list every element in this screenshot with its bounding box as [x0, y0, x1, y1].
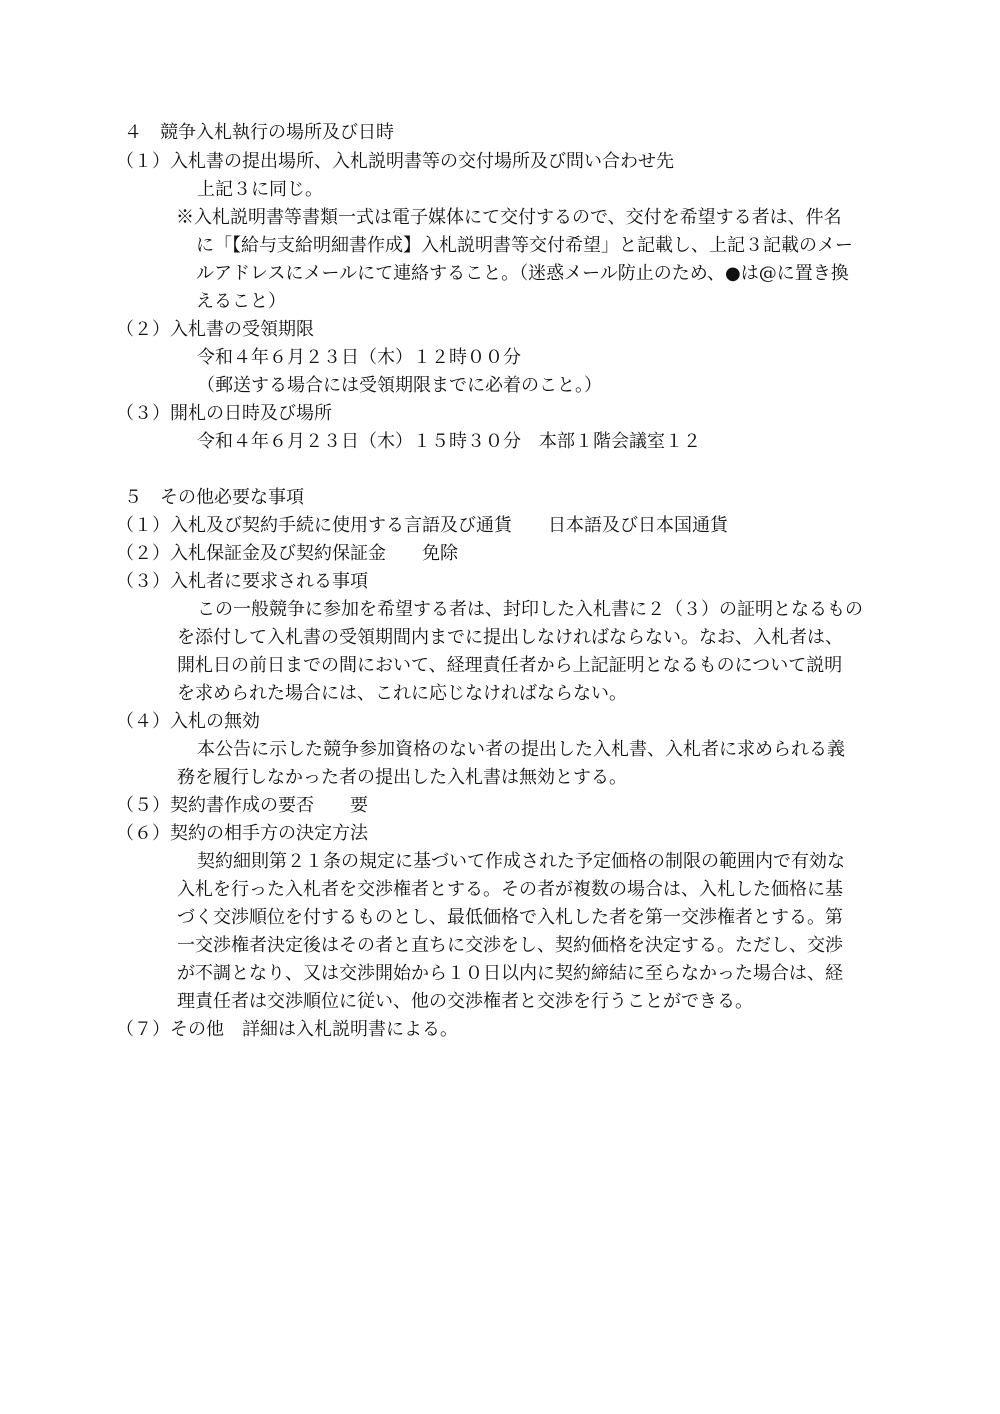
section-5-item-6-text-line: 入札を行った入札者を交渉権者とする。その者が複数の場合は、入札した価格に基	[177, 879, 843, 900]
section-4-item-2-mail-note: （郵送する場合には受領期限までに必着のこと。）	[197, 375, 602, 396]
section-4-item-1-note-line: に「【給与支給明細書作成】入札説明書等交付希望」と記載し、上記３記載のメー	[196, 235, 853, 256]
section-5-item-2: （２）入札保証金及び契約保証金 免除	[116, 543, 458, 564]
section-5-item-4-text-line: 務を履行しなかった者の提出した入札書は無効とする。	[177, 767, 627, 788]
section-5-item-1: （１）入札及び契約手続に使用する言語及び通貨 日本語及び日本国通貨	[116, 515, 728, 536]
section-5-item-6-text-line: 一交渉権者決定後はその者と直ちに交渉をし、契約価格を決定する。ただし、交渉	[177, 935, 843, 956]
section-4-item-2-label: （２）入札書の受領期限	[116, 319, 314, 340]
section-4-item-3-datetime-place: 令和４年６月２３日（木）１５時３０分 本部１階会議室１２	[197, 431, 701, 452]
section-4-item-1-note-line: えること）	[196, 291, 286, 312]
section-4-item-3-label: （３）開札の日時及び場所	[116, 403, 332, 424]
section-5-item-3-label: （３）入札者に要求される事項	[116, 571, 368, 592]
section-4-item-2-deadline: 令和４年６月２３日（木）１２時００分	[197, 347, 521, 368]
section-5-item-3-text-line: この一般競争に参加を希望する者は、封印した入札書に２（３）の証明となるもの	[197, 599, 863, 620]
section-5-item-3-text-line: を添付して入札書の受領期間内までに提出しなければならない。なお、入札者は、	[177, 627, 843, 648]
section-4-item-1-label: （１）入札書の提出場所、入札説明書等の交付場所及び問い合わせ先	[116, 151, 674, 172]
section-5-item-6-text-line: が不調となり、又は交渉開始から１０日以内に契約締結に至らなかった場合は、経	[177, 963, 843, 984]
section-5-item-5: （５）契約書作成の要否 要	[116, 795, 368, 816]
section-5-item-6-label: （６）契約の相手方の決定方法	[116, 823, 368, 844]
section-4-item-1-note-line: ※入札説明書等書類一式は電子媒体にて交付するので、交付を希望する者は、件名	[176, 207, 842, 228]
section-5-item-4-label: （４）入札の無効	[116, 711, 260, 732]
section-5-item-4-text-line: 本公告に示した競争参加資格のない者の提出した入札書、入札者に求められる義	[197, 739, 845, 760]
section-5-item-3-text-line: 開札日の前日までの間において、経理責任者から上記証明となるものについて説明	[177, 655, 843, 676]
section-5-item-6-text-line: 理責任者は交渉順位に従い、他の交渉権者と交渉を行うことができる。	[177, 991, 753, 1012]
section-5-item-6-text-line: づく交渉順位を付するものとし、最低価格で入札した者を第一交渉権者とする。第	[177, 907, 843, 928]
section-4-item-1-text: 上記３に同じ。	[197, 179, 323, 200]
section-5-heading: ５ その他必要な事項	[124, 487, 304, 508]
section-5-item-7: （７）その他 詳細は入札説明書による。	[116, 1019, 458, 1040]
section-5-item-3-text-line: を求められた場合には、これに応じなければならない。	[177, 683, 627, 704]
section-4-heading: ４ 競争入札執行の場所及び日時	[124, 122, 394, 143]
section-4-item-1-note-line: ルアドレスにメールにて連絡すること。（迷惑メール防止のため、●は@に置き換	[196, 263, 849, 284]
section-5-item-6-text-line: 契約細則第２１条の規定に基づいて作成された予定価格の制限の範囲内で有効な	[197, 851, 845, 872]
